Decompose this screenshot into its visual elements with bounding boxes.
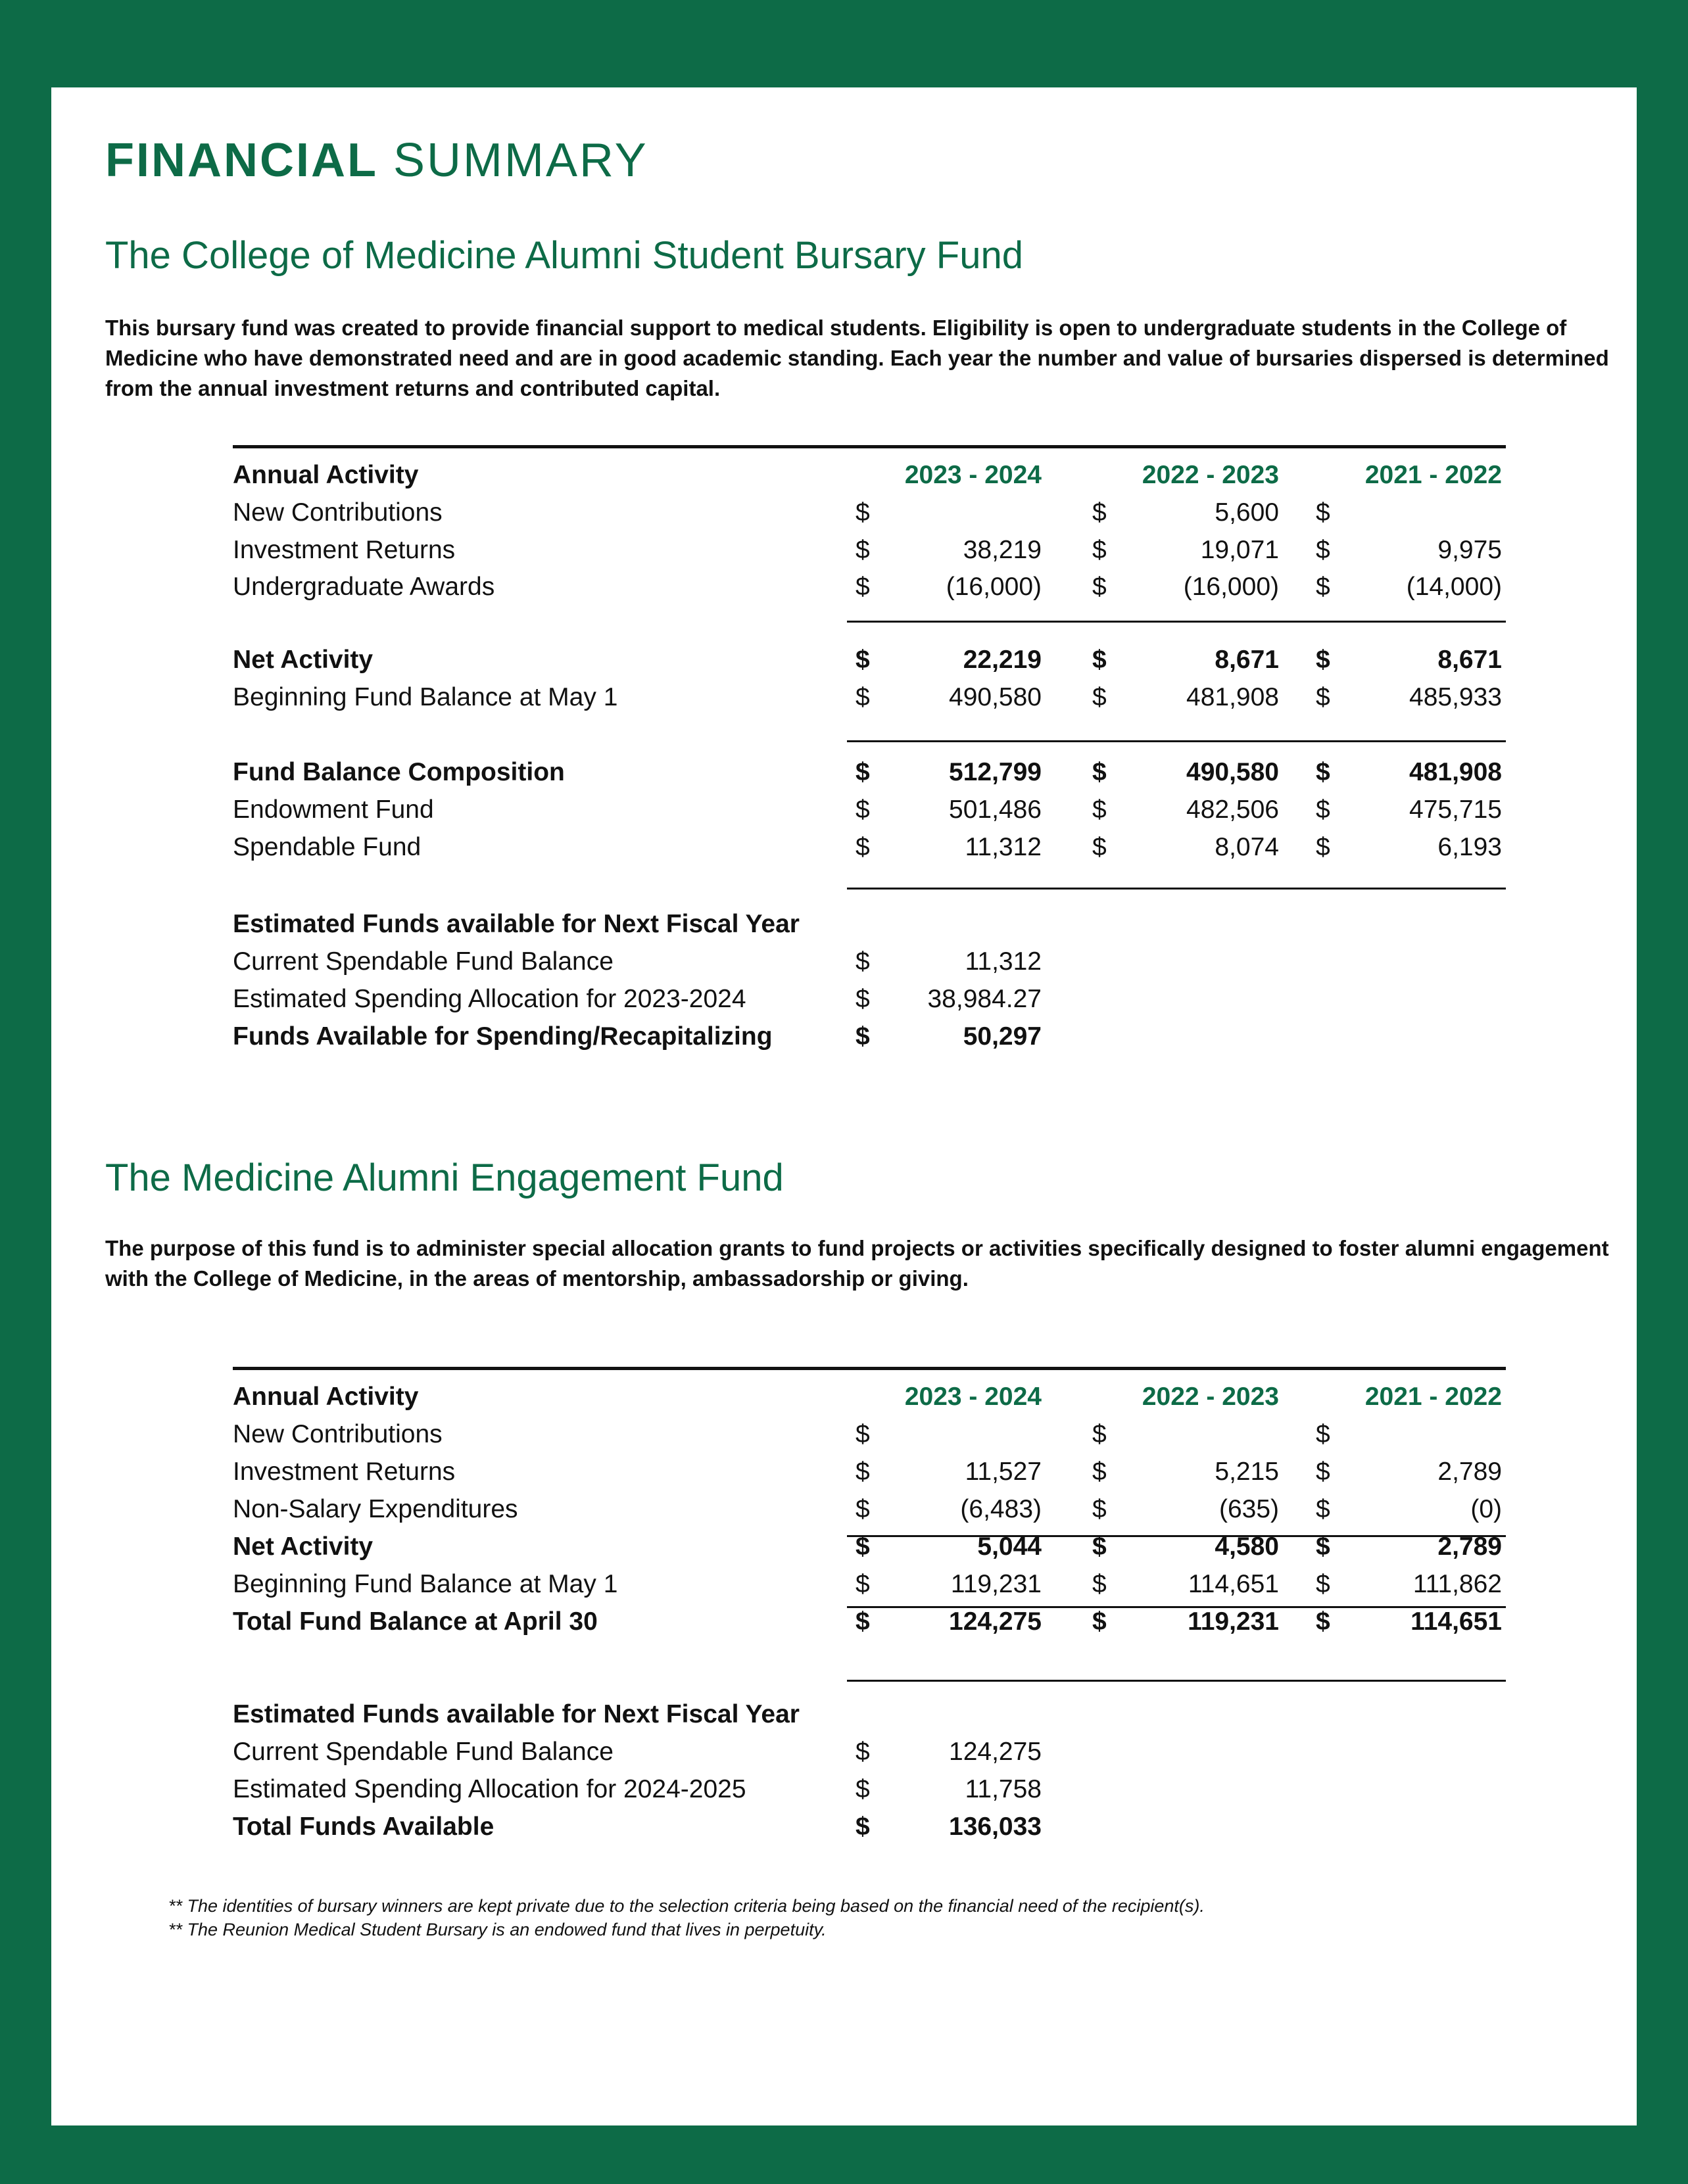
fund2-estimated-value: 11,758 (965, 1775, 1042, 1803)
fund1-undergraduate-awards-value-1: (16,000) (946, 573, 1042, 601)
fund2-rule-3 (847, 1606, 1506, 1608)
fund2-estimated-row (51, 1809, 1637, 1845)
fund2-total-fund-balance-at-april-30-currency-3: $ (1316, 1607, 1330, 1636)
fund1-beginning-fund-balance-at-may-1-value-1: 490,580 (949, 683, 1042, 711)
fund1-investment-returns-value-2: 19,071 (1200, 536, 1279, 564)
fund2-estimated-currency: $ (856, 1738, 870, 1766)
fund1-estimated-label: Estimated Spending Allocation for 2023-2024 (233, 985, 746, 1013)
fund2-non-salary-expenditures-value-1: (6,483) (960, 1495, 1042, 1523)
fund1-net-activity-value-1: 22,219 (963, 646, 1042, 674)
fund2-new-contributions-label: New Contributions (233, 1420, 443, 1448)
fund1-undergraduate-awards-currency-1: $ (856, 573, 870, 601)
fund2-year-header-2: 2022 - 2023 (1142, 1383, 1279, 1411)
fund1-fund-balance-composition-value-1: 512,799 (949, 758, 1042, 786)
fund1-estimated-value: 38,984.27 (927, 985, 1042, 1013)
fund2-beginning-fund-balance-at-may-1-row (51, 1566, 1637, 1603)
fund2-total-fund-balance-at-april-30-currency-2: $ (1092, 1607, 1107, 1636)
fund2-investment-returns-currency-2: $ (1092, 1458, 1107, 1486)
fund1-net-activity-value-2: 8,671 (1215, 646, 1279, 674)
fund1-spendable-fund-currency-2: $ (1092, 833, 1107, 861)
fund2-estimated-heading (51, 1696, 1637, 1733)
fund2-investment-returns-value-3: 2,789 (1437, 1458, 1502, 1486)
fund2-header-row (51, 1379, 1637, 1415)
fund2-top-rule (233, 1367, 1506, 1370)
fund1-investment-returns-row (51, 532, 1637, 569)
fund2-non-salary-expenditures-currency-3: $ (1316, 1495, 1330, 1523)
fund1-spendable-fund-label: Spendable Fund (233, 833, 422, 861)
fund1-endowment-fund-value-1: 501,486 (949, 795, 1042, 824)
fund2-new-contributions-currency-3: $ (1316, 1420, 1330, 1448)
fund2-estimated-row (51, 1771, 1637, 1808)
fund2-net-activity-label: Net Activity (233, 1532, 374, 1561)
fund2-non-salary-expenditures-value-3: (0) (1470, 1495, 1502, 1523)
fund2-total-fund-balance-at-april-30-value-2: 119,231 (1188, 1607, 1279, 1636)
fund1-endowment-fund-value-3: 475,715 (1409, 795, 1502, 824)
fund2-investment-returns-label: Investment Returns (233, 1458, 456, 1486)
fund2-title: The Medicine Alumni Engagement Fund (105, 1156, 784, 1199)
fund2-non-salary-expenditures-value-2: (635) (1218, 1495, 1279, 1523)
fund1-fund-balance-composition-row (51, 754, 1637, 791)
fund2-description: The purpose of this fund is to administer special allocation grants to fund projects or activities specifically designed to foster alumni engagement with the College of Medicine, in the areas of mentorship, ambassadorship or giving. (105, 1236, 1609, 1291)
fund1-new-contributions-currency-2: $ (1092, 498, 1107, 527)
fund2-non-salary-expenditures-label: Non-Salary Expenditures (233, 1495, 518, 1523)
fund2-estimated-label: Estimated Spending Allocation for 2024-2025 (233, 1775, 746, 1803)
fund1-top-rule (233, 445, 1506, 448)
fund1-investment-returns-currency-1: $ (856, 536, 870, 564)
fund2-net-activity-currency-2: $ (1092, 1532, 1107, 1561)
page-title: FINANCIAL SUMMARY (105, 134, 648, 187)
fund1-estimated-value: 11,312 (965, 947, 1042, 976)
fund2-beginning-fund-balance-at-may-1-currency-3: $ (1316, 1570, 1330, 1598)
fund2-new-contributions-currency-1: $ (856, 1420, 870, 1448)
fund1-undergraduate-awards-row (51, 569, 1637, 605)
fund1-beginning-fund-balance-at-may-1-currency-3: $ (1316, 683, 1330, 711)
fund1-beginning-fund-balance-at-may-1-currency-1: $ (856, 683, 870, 711)
fund2-estimated-label: Total Funds Available (233, 1813, 494, 1841)
fund1-investment-returns-value-1: 38,219 (963, 536, 1042, 564)
fund2-beginning-fund-balance-at-may-1-label: Beginning Fund Balance at May 1 (233, 1570, 618, 1598)
fund2-net-activity-value-3: 2,789 (1437, 1532, 1502, 1561)
fund1-investment-returns-currency-2: $ (1092, 536, 1107, 564)
fund1-estimated-value: 50,297 (963, 1022, 1042, 1051)
fund1-endowment-fund-row (51, 792, 1637, 828)
fund1-rule-4 (847, 888, 1506, 890)
fund1-undergraduate-awards-value-2: (16,000) (1183, 573, 1279, 601)
footnote-2: ** The Reunion Medical Student Bursary is an endowed fund that lives in perpetuity. (168, 1920, 827, 1939)
fund2-non-salary-expenditures-currency-1: $ (856, 1495, 870, 1523)
fund1-investment-returns-value-3: 9,975 (1437, 536, 1502, 564)
fund2-rule-4 (847, 1680, 1506, 1682)
fund2-investment-returns-currency-1: $ (856, 1458, 870, 1486)
fund1-net-activity-label: Net Activity (233, 646, 374, 674)
fund2-beginning-fund-balance-at-may-1-currency-2: $ (1092, 1570, 1107, 1598)
fund1-endowment-fund-label: Endowment Fund (233, 795, 434, 824)
fund1-title: The College of Medicine Alumni Student Bursary Fund (105, 234, 1023, 277)
fund2-estimated-label: Current Spendable Fund Balance (233, 1738, 614, 1766)
fund1-net-activity-value-3: 8,671 (1437, 646, 1502, 674)
fund2-total-fund-balance-at-april-30-label: Total Fund Balance at April 30 (233, 1607, 598, 1636)
fund1-estimated-row (51, 981, 1637, 1018)
fund2-beginning-fund-balance-at-may-1-value-1: 119,231 (950, 1570, 1042, 1598)
fund1-fund-balance-composition-currency-2: $ (1092, 758, 1107, 786)
fund2-beginning-fund-balance-at-may-1-value-3: 111,862 (1412, 1570, 1502, 1598)
fund2-total-fund-balance-at-april-30-row (51, 1603, 1637, 1640)
fund1-investment-returns-currency-3: $ (1316, 536, 1330, 564)
year-header-3: 2021 - 2022 (1364, 461, 1502, 489)
fund1-fund-balance-composition-currency-3: $ (1316, 758, 1330, 786)
fund1-annual-activity-label: Annual Activity (233, 461, 419, 489)
fund1-rule-3 (847, 740, 1506, 742)
fund1-net-activity-row (51, 642, 1637, 678)
summary-page (51, 87, 1637, 2125)
fund2-estimated-value: 124,275 (949, 1738, 1042, 1766)
fund2-estimated-currency: $ (856, 1813, 870, 1841)
fund1-investment-returns-label: Investment Returns (233, 536, 456, 564)
fund2-total-fund-balance-at-april-30-value-3: 114,651 (1411, 1607, 1502, 1636)
fund1-beginning-fund-balance-at-may-1-currency-2: $ (1092, 683, 1107, 711)
fund1-undergraduate-awards-value-3: (14,000) (1406, 573, 1502, 601)
fund2-beginning-fund-balance-at-may-1-currency-1: $ (856, 1570, 870, 1598)
fund1-estimated-row (51, 1018, 1637, 1055)
fund1-endowment-fund-currency-2: $ (1092, 795, 1107, 824)
fund2-total-fund-balance-at-april-30-value-1: 124,275 (949, 1607, 1042, 1636)
fund1-spendable-fund-currency-1: $ (856, 833, 870, 861)
fund1-estimated-heading (51, 906, 1637, 943)
year-header-2: 2022 - 2023 (1142, 461, 1279, 489)
fund1-new-contributions-row (51, 494, 1637, 531)
fund1-estimated-label: Funds Available for Spending/Recapitalizing (233, 1022, 773, 1051)
fund2-net-activity-value-2: 4,580 (1215, 1532, 1279, 1561)
fund1-fund-balance-composition-currency-1: $ (856, 758, 870, 786)
fund2-non-salary-expenditures-row (51, 1491, 1637, 1528)
fund1-fund-balance-composition-label: Fund Balance Composition (233, 758, 565, 786)
fund2-investment-returns-value-1: 11,527 (965, 1458, 1042, 1486)
fund2-net-activity-currency-3: $ (1316, 1532, 1330, 1561)
fund2-investment-returns-currency-3: $ (1316, 1458, 1330, 1486)
fund1-fund-balance-composition-value-2: 490,580 (1186, 758, 1279, 786)
fund1-estimated-currency: $ (856, 1022, 870, 1051)
fund1-net-activity-currency-2: $ (1092, 646, 1107, 674)
fund1-net-activity-currency-1: $ (856, 646, 870, 674)
fund2-year-header-1: 2023 - 2024 (904, 1383, 1042, 1411)
fund2-investment-returns-row (51, 1454, 1637, 1490)
fund1-fund-balance-composition-value-3: 481,908 (1409, 758, 1502, 786)
fund2-net-activity-value-1: 5,044 (977, 1532, 1042, 1561)
fund1-beginning-fund-balance-at-may-1-label: Beginning Fund Balance at May 1 (233, 683, 618, 711)
fund1-endowment-fund-value-2: 482,506 (1186, 795, 1279, 824)
fund1-endowment-fund-currency-3: $ (1316, 795, 1330, 824)
fund1-undergraduate-awards-label: Undergraduate Awards (233, 573, 495, 601)
fund2-estimated-currency: $ (856, 1775, 870, 1803)
fund2-net-activity-row (51, 1529, 1637, 1565)
fund2-rule-2 (847, 1535, 1506, 1537)
fund2-beginning-fund-balance-at-may-1-value-2: 114,651 (1188, 1570, 1279, 1598)
fund1-beginning-fund-balance-at-may-1-row (51, 679, 1637, 716)
fund1-spendable-fund-row (51, 829, 1637, 866)
fund1-spendable-fund-currency-3: $ (1316, 833, 1330, 861)
fund1-spendable-fund-value-1: 11,312 (965, 833, 1042, 861)
fund1-description: This bursary fund was created to provide financial support to medical students. Eligibility is open to undergraduate students in the College of Medicine who have demonstrated need and are in good academic standing. Each year the number and value of bursaries dispersed is determined from the annual investment returns and contributed capital. (105, 316, 1609, 400)
fund1-estimated-label: Current Spendable Fund Balance (233, 947, 614, 976)
fund1-spendable-fund-value-2: 8,074 (1215, 833, 1279, 861)
fund1-new-contributions-value-2: 5,600 (1215, 498, 1279, 527)
footnote-1: ** The identities of bursary winners are kept private due to the selection criteria being based on the financial need of the recipient(s). (168, 1896, 1205, 1916)
fund1-spendable-fund-value-3: 6,193 (1437, 833, 1502, 861)
fund2-year-header-3: 2021 - 2022 (1364, 1383, 1502, 1411)
fund2-net-activity-currency-1: $ (856, 1532, 870, 1561)
fund1-endowment-fund-currency-1: $ (856, 795, 870, 824)
year-header-1: 2023 - 2024 (904, 461, 1042, 489)
fund2-estimated-value: 136,033 (949, 1813, 1042, 1841)
fund1-new-contributions-currency-3: $ (1316, 498, 1330, 527)
fund1-estimated-heading-label: Estimated Funds available for Next Fiscal Year (233, 910, 800, 938)
fund2-investment-returns-value-2: 5,215 (1215, 1458, 1279, 1486)
fund1-new-contributions-label: New Contributions (233, 498, 443, 527)
fund2-estimated-heading-label: Estimated Funds available for Next Fiscal Year (233, 1700, 800, 1728)
fund1-estimated-currency: $ (856, 985, 870, 1013)
fund1-rule-2 (847, 621, 1506, 623)
fund1-net-activity-currency-3: $ (1316, 646, 1330, 674)
fund1-undergraduate-awards-currency-3: $ (1316, 573, 1330, 601)
fund1-new-contributions-currency-1: $ (856, 498, 870, 527)
fund1-beginning-fund-balance-at-may-1-value-3: 485,933 (1409, 683, 1502, 711)
fund2-total-fund-balance-at-april-30-currency-1: $ (856, 1607, 870, 1636)
fund1-estimated-row (51, 943, 1637, 980)
fund1-undergraduate-awards-currency-2: $ (1092, 573, 1107, 601)
fund2-annual-activity-label: Annual Activity (233, 1383, 419, 1411)
fund2-new-contributions-currency-2: $ (1092, 1420, 1107, 1448)
fund2-new-contributions-row (51, 1416, 1637, 1453)
fund2-non-salary-expenditures-currency-2: $ (1092, 1495, 1107, 1523)
fund1-estimated-currency: $ (856, 947, 870, 976)
fund1-beginning-fund-balance-at-may-1-value-2: 481,908 (1186, 683, 1279, 711)
fund1-header-row (51, 457, 1637, 494)
fund2-estimated-row (51, 1734, 1637, 1770)
